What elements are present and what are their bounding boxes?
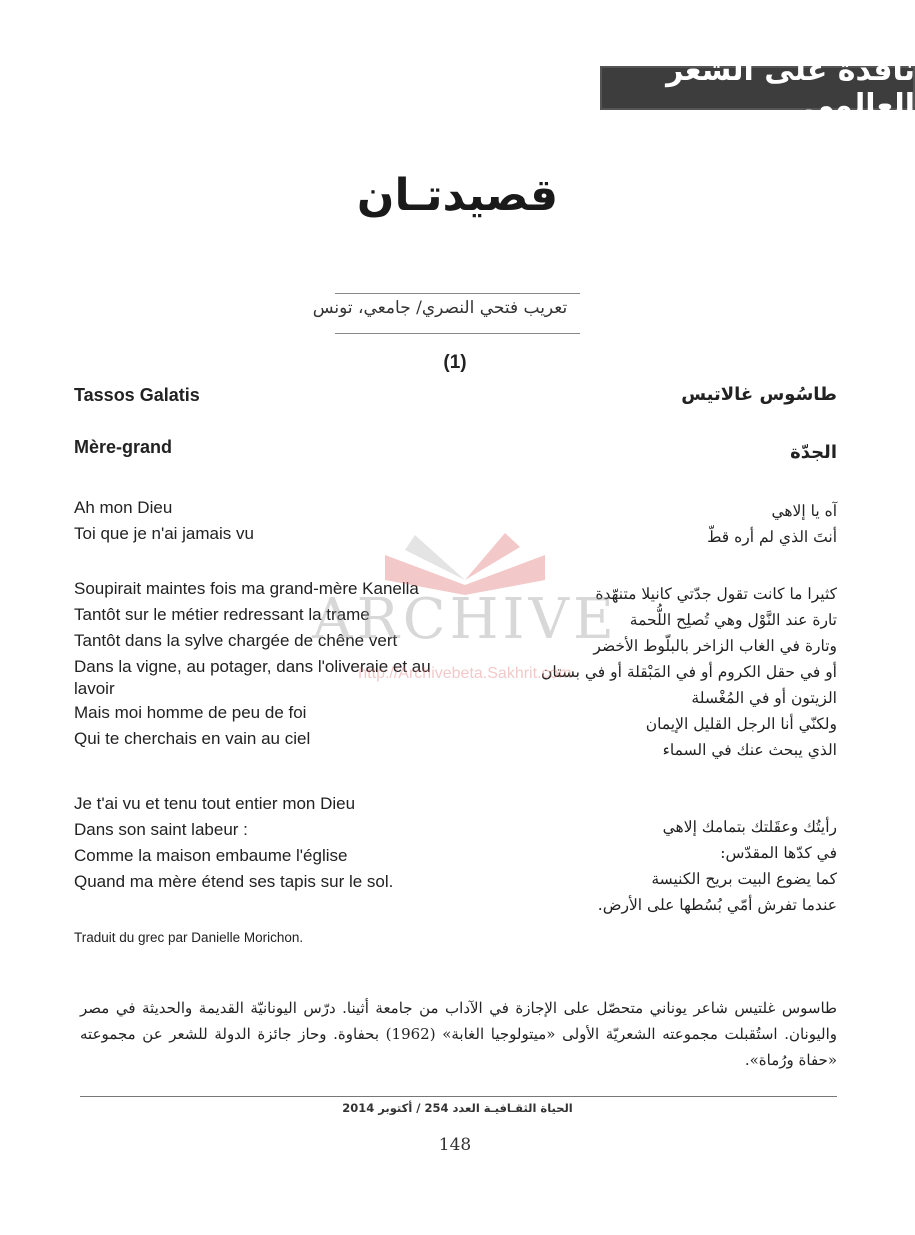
arabic-line: الذي يبحث عنك في السماء — [662, 741, 837, 759]
arabic-line: رأيتُك وعقَلتك بتمامك إلاهي — [662, 818, 837, 836]
bottom-divider — [335, 333, 580, 334]
french-line: Comme la maison embaume l'église — [74, 846, 348, 865]
french-author: Tassos Galatis — [74, 385, 200, 405]
arabic-line: أنتَ الذي لم أره قطّ — [707, 528, 837, 546]
poem-number: (1) — [443, 352, 467, 373]
arabic-stanza-1 — [477, 498, 837, 550]
french-line: Tantôt sur le métier redressant la trame — [74, 605, 370, 624]
arabic-line: الزيتون أو في المُغْسلة — [691, 689, 837, 707]
arabic-line: آه يا إلاهي — [771, 502, 837, 520]
arabic-stanza-3 — [477, 814, 837, 918]
watermark-url: http://Archivebeta.Sakhrit.com — [358, 665, 572, 682]
arabic-line: في كدّها المقدّس: — [720, 844, 837, 862]
french-stanza-2 — [74, 576, 431, 752]
arabic-stanza-2 — [477, 581, 837, 763]
article-title: قصيدتـان — [356, 170, 559, 221]
page-number: 148 — [438, 1135, 472, 1155]
arabic-poem-title: الجدّة — [790, 442, 837, 463]
arabic-author: طاسُوس غالاتيس — [681, 384, 837, 405]
top-divider — [335, 293, 580, 294]
arabic-line: كثيرا ما كانت تقول جدّتي كانيلا متنهّدة — [595, 585, 837, 603]
french-line: Toi que je n'ai jamais vu — [74, 524, 254, 543]
translator-credit: تعريب فتحي النصري/ جامعي، تونس — [312, 298, 568, 318]
footer-divider — [80, 1096, 837, 1097]
arabic-line: ولكنّي أنا الرجل القليل الإيمان — [645, 715, 837, 733]
french-line: Qui te cherchais en vain au ciel — [74, 729, 311, 748]
french-poem-title: Mère-grand — [74, 437, 173, 457]
journal-issue: الحياة الثقـافيـة العدد 254 / أكتوبر 2014 — [342, 1101, 573, 1115]
french-line: Tantôt dans la sylve chargée de chêne vert — [74, 631, 398, 650]
french-stanza-1 — [74, 495, 254, 547]
french-line: Mais moi homme de peu de foi — [74, 703, 307, 722]
arabic-line: كما يضوع البيت بريح الكنيسة — [651, 870, 837, 888]
arabic-line: وتارة في الغاب الزاخر بالبلّوط الأخضر — [593, 637, 837, 655]
section-banner: نافذة على الشعر العالمي — [600, 66, 915, 110]
arabic-line: أو في حقل الكروم أو في المَبْقلة أو في بستان — [541, 663, 837, 681]
french-line: Ah mon Dieu — [74, 498, 173, 517]
watermark-text: ARCHIVE — [312, 587, 618, 652]
french-line: Quand ma mère étend ses tapis sur le sol. — [74, 872, 394, 891]
french-translation-credit: Traduit du grec par Danielle Morichon. — [74, 930, 304, 945]
french-stanza-3 — [74, 791, 393, 895]
french-line: Dans son saint labeur : — [74, 820, 248, 839]
french-line: Dans la vigne, au potager, dans l'oliveraie et au — [74, 657, 431, 676]
french-line: Je t'ai vu et tenu tout entier mon Dieu — [74, 794, 356, 813]
author-bio: طاسوس غلتيس شاعر يوناني متحصّل على الإجازة في الآداب من جامعة أثينا. درّس اليونانيّة القديمة والحديثة في مصر واليونان. استُقبلت مجموعته الشعريّة الأولى «ميتولوجيا الغابة» (1962) بحفاوة. وحاز جائزة الدولة للشعر عن مجموعته «حفاة ورُماة». — [80, 999, 837, 1069]
arabic-line: عندما تفرش أمّي بُسُطها على الأرض. — [597, 896, 837, 914]
arabic-line: تارة عند النَّوْل وهي تُصلِح اللُّحمة — [629, 611, 837, 629]
french-line: Soupirait maintes fois ma grand-mère Kanella — [74, 579, 419, 598]
french-line: lavoir — [74, 679, 115, 698]
